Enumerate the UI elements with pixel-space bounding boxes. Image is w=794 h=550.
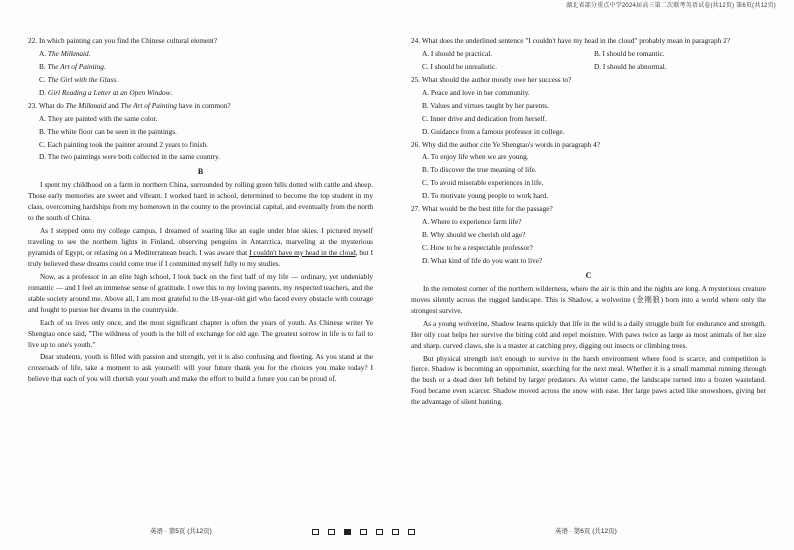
q24-options-row-2 [422,62,766,73]
q25-option-d: D. Guidance from a famous professor in college. [422,126,565,136]
indicator-box [360,529,367,535]
question-23-stem: 23. What do The Milkmaid and The Art of Painting have in common? [28,100,231,110]
right-page [397,0,794,550]
q24-options-row-1 [422,49,766,60]
q23-option-c: C. Each painting took the painter around 2 years to finish. [39,139,209,149]
footer-right-page-number: 英语 · 第6页 (共12页) [555,528,617,535]
q27-option-c: C. How to be a respectable professor? [422,243,533,252]
passage-c-paragraph-2: As a young wolverine, Shadow learns quickly that life in the wild is a daily struggle built for endurance and strength. Her oily coat helps her survive the biting cold and repel moisture. With paws twice as large as most animals of her size and sharp, curved claws, she is a master at catching prey, digging out insects or climbing trees. [411,318,766,350]
question-25-stem: 25. What should the author mostly owe her success to? [411,74,572,84]
passage-b-paragraph-4: Each of us lives only once, and the most significant chapter is often the years of youth. As Chinese writer Ye Shengtao once said, "The wildness of youth is the bill of exchange for old age. The greatest sorrow in life is to fail to live up to one's youth." [28,317,373,349]
indicator-box [376,529,383,535]
p2-text-after: , but I truly believed these dreams could come true if I committed myself fully to my studies. [28,248,373,268]
q24-option-c: C. I should be unrealistic. [422,61,497,71]
q22-option-d: D. Girl Reading a Letter at an Open Window. [39,87,173,97]
q25-option-c: C. Inner drive and dedication from herself. [422,113,547,123]
q22-option-a: A. The Milkmaid. [39,48,91,58]
q27-option-a: A. Where to experience farm life? [422,217,522,227]
q24-option-a: A. I should be practical. [422,48,493,58]
passage-b-paragraph-2 [28,226,373,270]
indicator-box [312,529,319,535]
q26-option-a: A. To enjoy life when we are young. [422,152,529,162]
passage-b-paragraph-5: Dear students, youth is filled with passion and strength, yet it is also confusing and fleeting. As you stand at the crossroads of life, take a moment to ask yourself: will your future thank you for the choices you make today? I believe that each of you will cherish your youth and make the effort to build a future you can be proud of. [28,352,373,384]
q23-option-a: A. They are painted with the same color. [39,113,158,123]
q23-option-b: B. The white floor can be seen in the paintings. [39,126,177,136]
question-22-stem: 22. In which painting can you find the Chinese cultural element? [28,36,218,45]
q22-option-c: C. The Girl with the Glass. [39,74,118,84]
q23-option-d: D. The two paintings were both collected in the same country. [39,152,220,162]
q26-option-b: B. To discover the true meaning of life. [422,165,537,175]
passage-c-paragraph-3: But physical strength isn't enough to survive in the harsh environment where food is scarce, and competition is fierce. Shadow is becoming an opportunist, searching for the next meal. Whether it is a small mammal running through the bush or a dead deer left behind by larger predators. As winter came, the landscape turned into a frozen wasteland. Food became even scarcer. Shadow moved across the snow with ease. Her large paws acted like snowshoes, giving her the advantage of silent hunting. [411,353,766,407]
q27-option-b: B. Why should we cherish old age? [422,230,526,240]
indicator-box [328,529,335,535]
page-header: 湖北省部分重点中学2024届高三第二次联考英语试卷(共12页) 第6页(共12页) [566,3,776,9]
indicator-box [392,529,399,535]
question-27-stem: 27. What would be the best title for the passage? [411,204,553,214]
q27-option-d: D. What kind of life do you want to live? [422,255,543,265]
indicator-box-current [344,529,351,535]
q25-option-b: B. Values and virtues taught by her parents. [422,100,549,110]
question-24-stem: 24. What does the underlined sentence "I couldn't have my head in the cloud" probably mean in paragraph 2? [411,36,730,45]
question-26-stem: 26. Why did the author cite Ye Shengtao's words in paragraph 4? [411,139,601,149]
page-indicator-boxes [312,527,415,535]
footer-left-page-number: 英语 · 第5页 (共12页) [150,528,212,535]
indicator-box [408,529,415,535]
passage-c-paragraph-1: In the remotest corner of the northern wilderness, where the air is thin and the nights are long. A mysterious creature moves silently across the rugged landscape. This is Shadow, a wolverine (金刚狼) born into a world where only the strongest survive. [411,283,766,315]
passage-b-paragraph-1: I spent my childhood on a farm in northern China, surrounded by rolling green hills dotted with cattle and sheep. Those early memories are sweet and vibrant. I worked hard in school, determined to become the top student in my class, overcoming hardships from my hometown in the county to the provincial capital, and eventually from the north to the south of China. [28,180,373,223]
passage-b-paragraph-3: Now, as a professor in an elite high school, I look back on the first half of my life — ordinary, yet undeniably romantic — and I feel an immense sense of gratitude. I owe this to my loving parents, my respected teachers, and the stable society around me. Above all, I am most grateful to the 18-year-old girl who faced every obstacle with courage and fought to pursue her dreams in the countryside. [28,271,373,314]
page-footer [0,527,794,543]
q25-option-a: A. Peace and love in her community. [422,87,530,97]
p2-text-before: As I stepped onto my college campus, I dreamed of soaring like an eagle under blue skies. I pictured myself traveling to see the northern lights in Finland, observing penguins in Antarctica, marveling at the mysterious pyramids of Egypt, or relaxing on a Mediterranean beach. I was aware that [28,226,373,257]
underlined-sentence: I couldn't have my head in the cloud [249,248,356,257]
section-b-heading: B [197,167,204,177]
q26-option-d: D. To motivate young people to work hard. [422,191,549,201]
q24-option-b: B. I should be romantic. [594,48,665,58]
q24-option-d: D. I should be abnormal. [594,61,667,71]
q22-option-b: B. The Art of Painting. [39,61,106,71]
q26-option-c: C. To avoid miserable experiences in life. [422,178,544,188]
section-c-heading: C [585,270,592,280]
